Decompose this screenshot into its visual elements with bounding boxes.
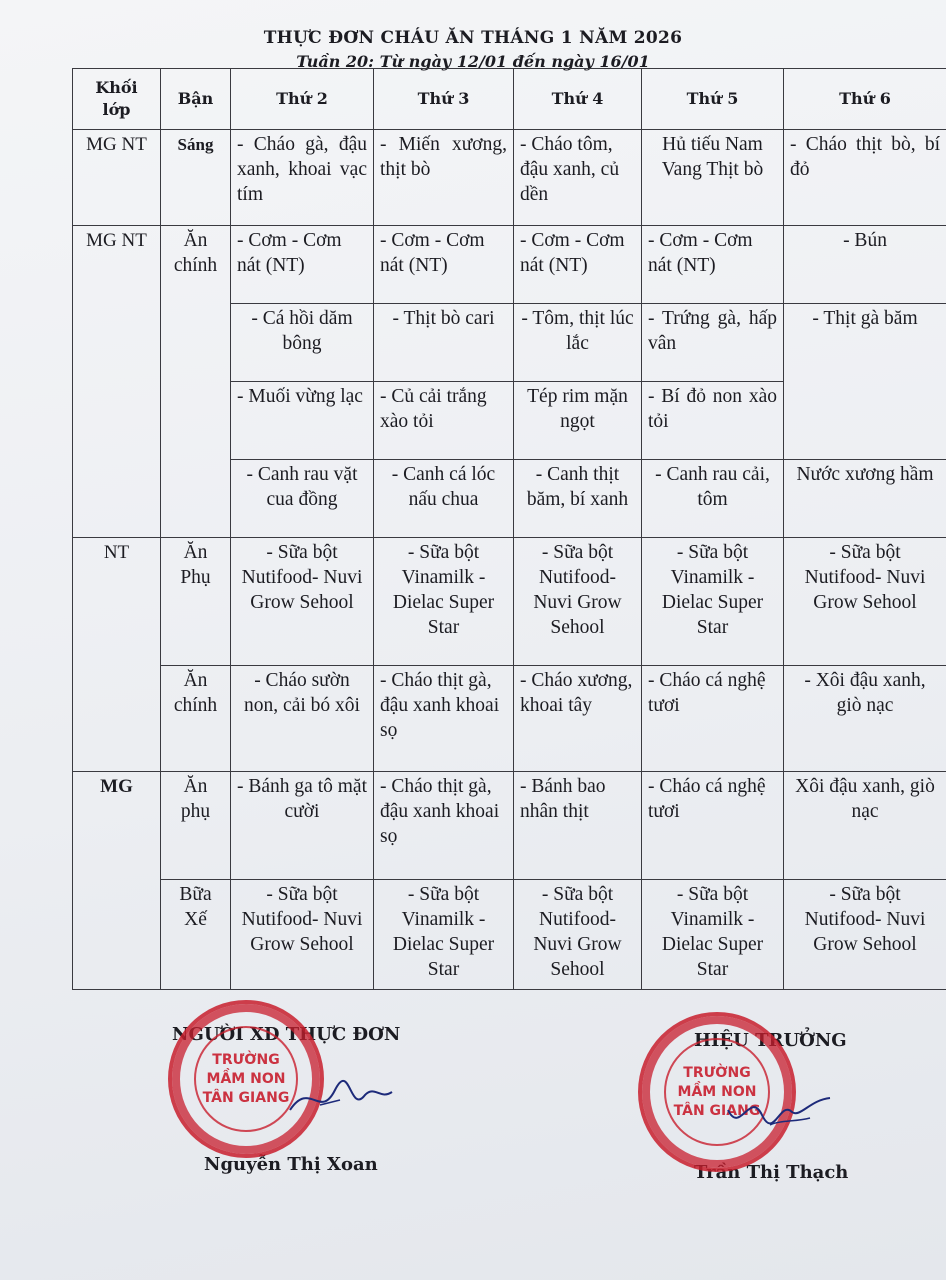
group-cell: NT <box>73 538 161 772</box>
menu-cell: Tép rim mặn ngọt <box>514 382 642 460</box>
left-signature-title: NGƯỜI XD THỰC ĐƠN <box>172 1024 401 1045</box>
menu-cell: - Bánh bao nhân thịt <box>514 772 642 880</box>
menu-cell: Xôi đậu xanh, giò nạc <box>784 772 946 880</box>
table-row <box>73 666 946 772</box>
menu-cell: - Sữa bột Nutifood- Nuvi Grow Sehool <box>784 880 946 990</box>
table-row <box>73 880 946 990</box>
header-session: Bận <box>161 69 231 130</box>
left-signature-name: Nguyễn Thị Xoan <box>204 1154 378 1175</box>
menu-cell: - Sữa bột Nutifood- Nuvi Grow Sehool <box>784 538 946 666</box>
menu-cell: - Sữa bột Vinamilk - Dielac Super Star <box>642 880 784 990</box>
menu-cell: - Cháo sườn non, cải bó xôi <box>231 666 374 772</box>
menu-cell: - Cơm - Cơm nát (NT) <box>231 226 374 304</box>
menu-cell: - Cháo thịt bò, bí đỏ <box>784 130 946 226</box>
stamp-text: MẦM NON <box>206 1071 286 1087</box>
menu-cell: - Xôi đậu xanh, giò nạc <box>784 666 946 772</box>
header-day: Thứ 5 <box>642 69 784 130</box>
menu-cell: - Cháo thịt gà, đậu xanh khoai sọ <box>374 772 514 880</box>
menu-cell: - Cháo xương, khoai tây <box>514 666 642 772</box>
menu-cell: - Cháo cá nghệ tươi <box>642 666 784 772</box>
menu-cell: - Cơm - Cơm nát (NT) <box>514 226 642 304</box>
menu-cell: - Sữa bột Nutifood- Nuvi Grow Sehool <box>231 880 374 990</box>
header-day: Thứ 3 <box>374 69 514 130</box>
group-cell: MG NT <box>73 130 161 226</box>
menu-cell: - Sữa bột Vinamilk - Dielac Super Star <box>642 538 784 666</box>
header-day: Thứ 2 <box>231 69 374 130</box>
document-title: THỰC ĐƠN CHÁU ĂN THÁNG 1 NĂM 2026 <box>263 28 683 48</box>
session-cell: Sáng <box>161 130 231 226</box>
menu-cell: - Bánh ga tô mặt cười <box>231 772 374 880</box>
menu-cell: - Canh thịt băm, bí xanh <box>514 460 642 538</box>
right-signature-name: Trần Thị Thạch <box>694 1162 849 1183</box>
group-cell: MG NT <box>73 226 161 538</box>
menu-cell: - Cháo thịt gà, đậu xanh khoai sọ <box>374 666 514 772</box>
menu-cell: - Bún <box>784 226 946 304</box>
menu-cell: Hủ tiếu Nam Vang Thịt bò <box>642 130 784 226</box>
menu-cell: - Củ cải trắng xào tỏi <box>374 382 514 460</box>
stamp-text: TRƯỜNG <box>212 1052 280 1068</box>
session-cell: Ăn Phụ <box>161 538 231 666</box>
menu-cell: - Canh rau vặt cua đồng <box>231 460 374 538</box>
table-row <box>73 130 946 226</box>
menu-cell: - Cơm - Cơm nát (NT) <box>642 226 784 304</box>
menu-cell: - Cá hồi dăm bông <box>231 304 374 382</box>
menu-table <box>72 68 946 990</box>
menu-cell: - Sữa bột Nutifood- Nuvi Grow Sehool <box>514 880 642 990</box>
menu-cell: - Sữa bột Nutifood- Nuvi Grow Sehool <box>514 538 642 666</box>
table-row <box>73 226 946 304</box>
menu-cell: - Cháo cá nghệ tươi <box>642 772 784 880</box>
document-subtitle: Tuần 20: Từ ngày 12/01 đến ngày 16/01 <box>296 52 650 71</box>
session-cell: Ăn chính <box>161 666 231 772</box>
menu-cell: - Cháo gà, đậu xanh, khoai vạc tím <box>231 130 374 226</box>
session-cell: Bữa Xế <box>161 880 231 990</box>
table-row <box>73 772 946 880</box>
group-cell: MG <box>73 772 161 990</box>
header-day: Thứ 6 <box>784 69 946 130</box>
session-cell: Ăn chính <box>161 226 231 538</box>
header-day: Thứ 4 <box>514 69 642 130</box>
stamp-text: TÂN GIANG <box>202 1090 290 1106</box>
menu-cell: - Muối vừng lạc <box>231 382 374 460</box>
menu-cell: - Sữa bột Vinamilk - Dielac Super Star <box>374 538 514 666</box>
header-row <box>73 69 946 130</box>
menu-cell: - Cơm - Cơm nát (NT) <box>374 226 514 304</box>
menu-cell: - Thịt bò cari <box>374 304 514 382</box>
right-signature-title: HIỆU TRƯỞNG <box>694 1030 847 1051</box>
menu-cell: - Thịt gà băm <box>784 304 946 460</box>
menu-cell: - Canh rau cải, tôm <box>642 460 784 538</box>
session-cell: Ăn phụ <box>161 772 231 880</box>
stamp-text: MẦM NON <box>677 1084 757 1100</box>
handwritten-signature-left <box>280 1070 400 1130</box>
header-group: Khối lớp <box>73 69 161 130</box>
menu-cell: - Sữa bột Vinamilk - Dielac Super Star <box>374 880 514 990</box>
stamp-text: TRƯỜNG <box>683 1065 751 1081</box>
menu-cell: - Trứng gà, hấp vân <box>642 304 784 382</box>
stamp-text: TÂN GIANG <box>673 1103 761 1119</box>
menu-cell: - Cháo tôm, đậu xanh, củ dền <box>514 130 642 226</box>
menu-cell: - Canh cá lóc nấu chua <box>374 460 514 538</box>
table-row <box>73 538 946 666</box>
menu-cell: - Miến xương, thịt bò <box>374 130 514 226</box>
menu-cell: - Sữa bột Nutifood- Nuvi Grow Sehool <box>231 538 374 666</box>
handwritten-signature-right <box>720 1080 840 1140</box>
menu-cell: - Tôm, thịt lúc lắc <box>514 304 642 382</box>
menu-cell: - Bí đỏ non xào tỏi <box>642 382 784 460</box>
menu-cell: Nước xương hầm <box>784 460 946 538</box>
